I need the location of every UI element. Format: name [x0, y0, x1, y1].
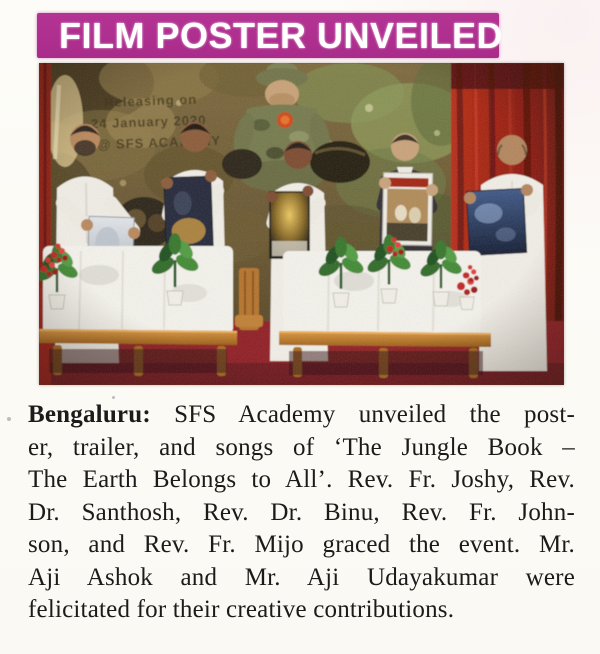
- caption-line-6: Aji Ashok and Mr. Aji Udayakumar were: [28, 563, 575, 591]
- print-speck: [7, 417, 11, 421]
- caption-line-4: Dr. Santhosh, Rev. Dr. Binu, Rev. Fr. John-: [28, 498, 575, 526]
- caption-line-5: son, and Rev. Fr. Mijo graced the event. Mr.: [28, 531, 575, 558]
- caption-dateline: Bengaluru:: [28, 401, 151, 428]
- caption-line-1-text: SFS Academy unveiled the post-: [150, 401, 575, 428]
- headline-banner: [37, 13, 504, 58]
- caption: [28, 399, 575, 627]
- caption-line-3: The Earth Belongs to All’. Rev. Fr. Joshy, Rev.: [28, 466, 575, 493]
- caption-line-2: er, trailer, and songs of ‘The Jungle Book –: [28, 433, 575, 461]
- headline-text: FILM POSTER UNVEILED: [59, 15, 504, 56]
- vignette-overlay: [39, 63, 564, 385]
- caption-line-7: felicitated for their creative contributions.: [28, 596, 455, 623]
- stage-photo-illustration: [39, 63, 564, 385]
- news-photo: [39, 63, 564, 385]
- print-speck: [112, 396, 115, 399]
- caption-line-1: [28, 399, 575, 432]
